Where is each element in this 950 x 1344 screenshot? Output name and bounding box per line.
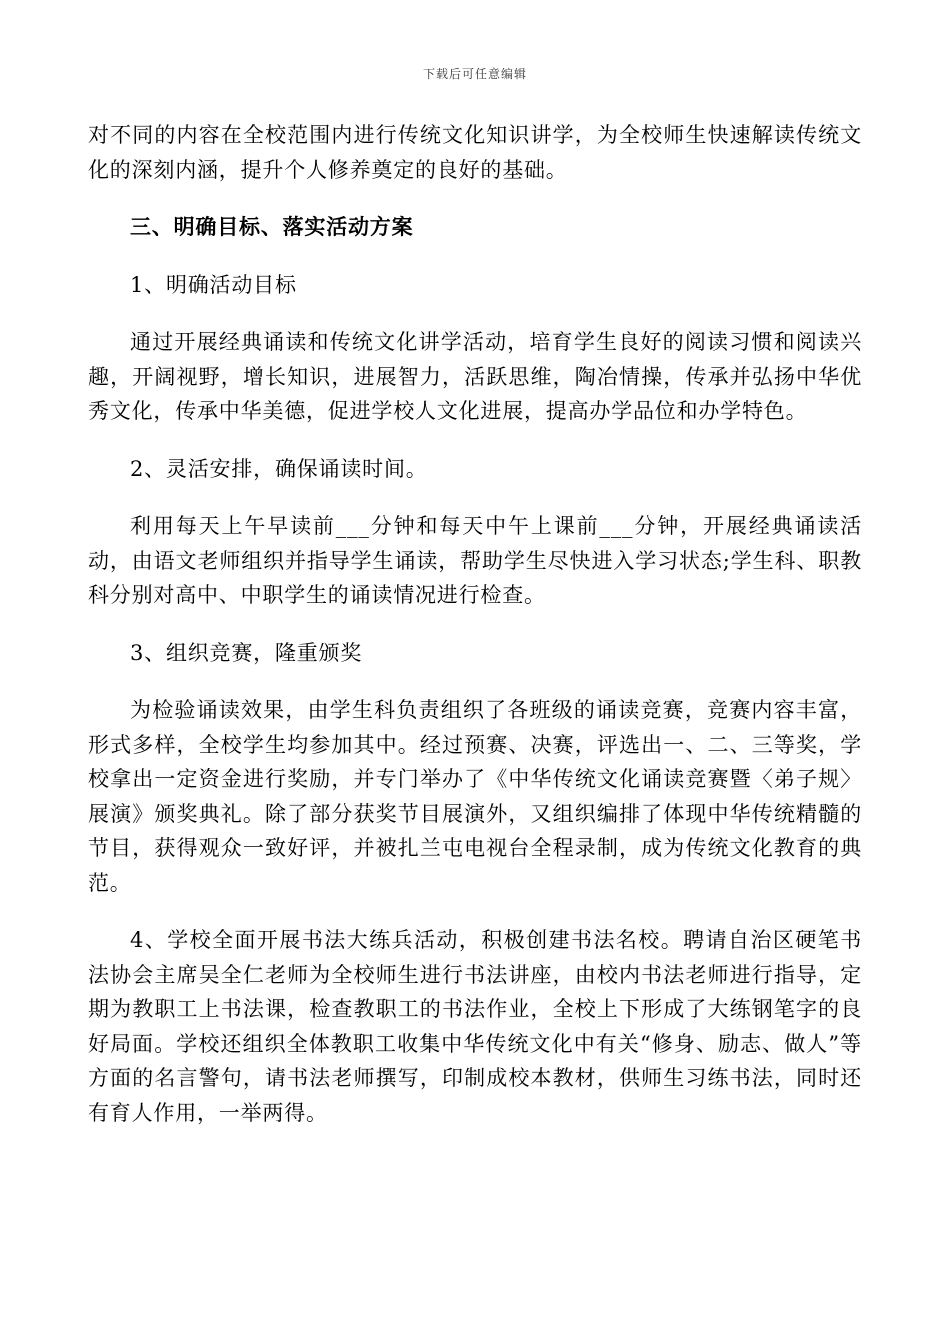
item-3-paragraph: 为检验诵读效果，由学生科负责组织了各班级的诵读竞赛，竞赛内容丰富，形式多样，全校学生均参加其中。经过预赛、决赛，评选出一、二、三等奖，学校拿出一定资金进行奖励，并专门举办了《中华传统文化诵读竞赛暨〈弟子规〉展演》颁奖典礼。除了部分获奖节目展演外，又组织编排了体现中华传统精髓的节目，获得观众一致好评，并被扎兰屯电视台全程录制，成为传统文化教育的典范。 xyxy=(88,698,862,895)
document-body xyxy=(88,118,862,1130)
page-header: 下载后可任意编辑 xyxy=(422,67,527,81)
item-2-title: 2、灵活安排，确保诵读时间。 xyxy=(130,456,428,481)
paragraph-continuation: 对不同的内容在全校范围内进行传统文化知识讲学，为全校师生快速解读传统文化的深刻内涵，提升个人修养奠定的良好的基础。 xyxy=(88,123,862,182)
item-4-paragraph: 4、学校全面开展书法大练兵活动，积极创建书法名校。聘请自治区硬笔书法协会主席吴全仁老师为全校师生进行书法讲座，由校内书法老师进行指导，定期为教职工上书法课，检查教职工的书法作业，全校上下形成了大练钢笔字的良好局面。学校还组织全体教职工收集中华传统文化中有关“修身、励志、做人”等方面的名言警句，请书法老师撰写，印制成校本教材，供师生习练书法，同时还有育人作用，一举两得。 xyxy=(88,928,862,1125)
item-1-paragraph: 通过开展经典诵读和传统文化讲学活动，培育学生良好的阅读习惯和阅读兴趣，开阔视野，增长知识，进展智力，活跃思维，陶冶情操，传承并弘扬中华优秀文化，传承中华美德，促进学校人文化进展，提高办学品位和办学特色。 xyxy=(88,330,862,423)
item-1-title: 1、明确活动目标 xyxy=(130,272,297,297)
item-3-title: 3、组织竞赛，隆重颁奖 xyxy=(130,640,363,665)
item-2-paragraph: 利用每天上午早读前___分钟和每天中午上课前___分钟，开展经典诵读活动，由语文老师组织并指导学生诵读，帮助学生尽快进入学习状态;学生科、职教科分别对高中、中职学生的诵读情况进行检查。 xyxy=(88,514,862,607)
section-heading: 三、明确目标、落实活动方案 xyxy=(130,214,414,239)
